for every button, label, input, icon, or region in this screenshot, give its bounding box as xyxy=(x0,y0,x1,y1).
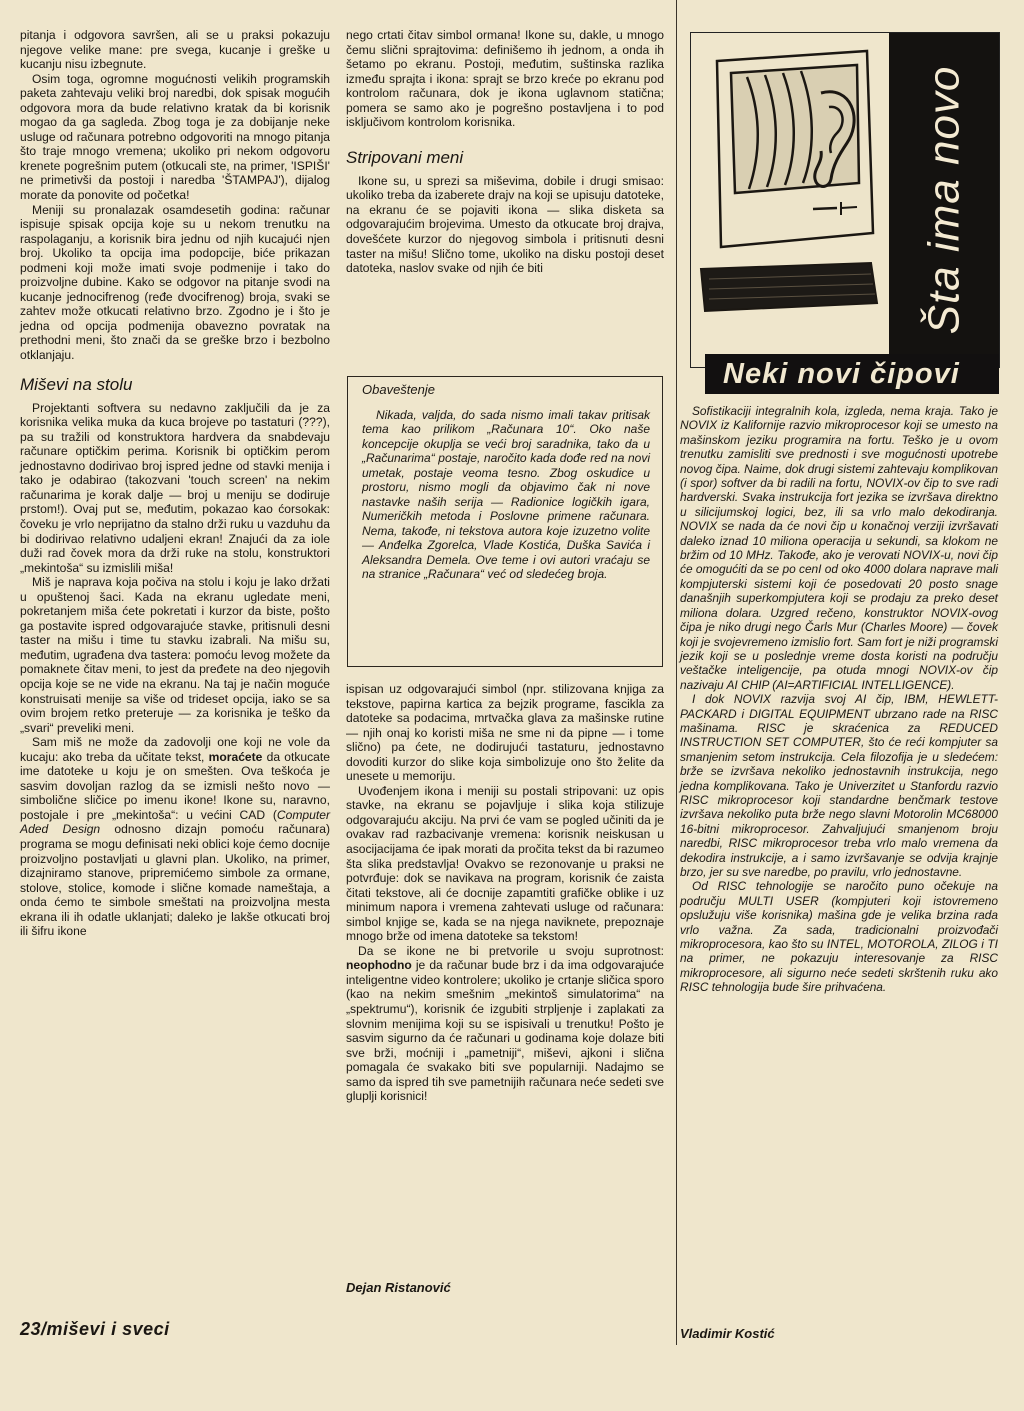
article-column-2-continued xyxy=(346,682,664,1104)
article-column-3 xyxy=(680,404,998,995)
body-paragraph: I dok NOVIX razvija svoj AI čip, IBM, HEWLETT-PACKARD i DIGITAL EQUIPMENT ubrzano rade na RISC mašinama. RISC je skraćenica za REDUCED INSTRUCTION SET COMPUTER, što će reći kompjuter sa smanjenim setom instrukcija. Cela filozofija je u sledećem: brže se izvršava nekoliko jednostavnih instrukcija, nego jedna komplikovana. Tako je Univerzitet u Stanfordu razvio RISC mikroprocesor koji standardne benčmark testove izvršava nekoliko puta brže nego slavni Motorolin MC68000 16-bitni mikroprocesor. Zahvaljujući smanjenom broju naredbi, RISC mikroprocesor treba vrlo malo vremena da dekodira instrukcije, a i samo izvršavanje se odvija krajnje brzo, jer su sve naredbe, po pravilu, vrlo jednostavne. xyxy=(680,692,998,879)
banner-title: Šta ima novo xyxy=(919,65,968,335)
body-paragraph: Uvođenjem ikona i meniji su postali stripovani: uz opis stavke, na ekranu se pojavljuje i slika koja stilizuje odgovarajuću akciju. Na prvi će vam se pogled učiniti da je ovakav rad razbacivanje vremena: korisnik neiskusan u asocijacijama će ipak morati da pročita tekst da bi razumeo šta slika predstavlja! Ovakvo se rezonovanje u praksi ne potvrđuje: dok se navikava na program, korisnik će zaista čitati tekstove, ali će docnije zapamtiti grafičke oblike i uz minimum napora i vremena zahtevati usluge od računara: simbol knjige se, kada se na njega naviknete, prepoznaje mnogo brže od imena datoteke sa tekstom! xyxy=(346,783,664,944)
bold-text: neophodno xyxy=(346,958,412,973)
bold-text: moraćete xyxy=(208,749,263,764)
section-heading-stripovani-meni: Stripovani meni xyxy=(346,147,464,167)
section-heading-neki-novi-cipovi xyxy=(705,354,999,394)
body-paragraph: Meniji su pronalazak osamdesetih godina: računar ispisuje spisak opcija koje su u nekom trenutku na raspolaganju, a korisnik bira jednu od njih kucajući njen broj. Ukoliko ta opcija ima podopcije, biće prikazan podmeni koji može imati svoje podmenije i tako do proizvoljne dubine. Kako se odgovor na pitanje svodi na kucanje jednocifrenog (ređe dvocifrenog) broja, svaki se zahtev može otkucati relativno brzo. Zgodno je i što je jedna od opcija podmenija obavezno povratak na prethodni meni, što znači da se greške brzo i bezbolno otklanjaju. xyxy=(20,202,330,363)
text-run: da otkucate ime datoteke u koju je on smešten. Ova teškoća je sasvim dovoljan razlog da se izmisli nešto novo — simbolične sličice po imenu ikone! Ikone su, naravno, postojale i pre „mekintoša“: u većini CAD ( xyxy=(20,749,330,822)
section-banner xyxy=(690,32,1000,368)
notice-box xyxy=(347,376,663,667)
body-paragraph: Projektanti softvera su nedavno zaključili da je za korisnika velika muka da kuca brojeve po tastaturi (???), pa su tražili od konstruktora hardvera da snabdevaju računare optičkim perima. Korisnik bi optičkim perom jednostavno dodirivao broj ispred jedne od stavki menija i tako je odabirao (takozvani 'touch screen' na nekim računarima je korak dalje — broj u meniju se dodiruje prstom!). Ovaj put se, međutim, pokazao kao ćorsokak: čoveku je vrlo neprijatno da stalno drži ruku u vazduhu da bi dodirivao relativno udaljeni ekran! Znajući da za iole duži rad čovek mora da drži ruke na stolu, konstruktori „mekintoša“ su izmislili miša! xyxy=(20,400,330,575)
text-run: odnosno dizajn pomoću računara) programa se mogu definisati neki oblici koje ćemo docnije proizvoljno postavljati u glavni plan. Ukoliko, na primer, dizajniramo stanove, pripremićemo simbole za ormane, stolove, stolice, komode i slične komade nameštaja, a onda ćemo te simbole smeštati na proizvoljna mesta ekrana ili ih odatle uklanjati; daleko je lakše otkucati broj ili šifru ikone xyxy=(20,822,330,939)
article-column-2 xyxy=(346,28,664,276)
body-paragraph: Od RISC tehnologije se naročito puno očekuje na području MULTI USER (kompjuteri koji istovremeno opslužuju više korisnika) mašina gde je velika brzina rada vrlo važna. Za sada, tradicionalni proizvođači mikroprocesora, kao što su INTEL, MOTOROLA, ZILOG i TI na primer, ne pokazuju interesovanje za RISC mikroprocesore, ali sigurno neće sedeti skrštenih ruku ako RISC tehnologija bude šire prihvaćena. xyxy=(680,879,998,995)
article-column-1 xyxy=(20,28,330,939)
computer-ear-illustration xyxy=(691,33,889,367)
page-footer: 23/miševi i sveci xyxy=(20,1319,170,1339)
section-heading-misevi-na-stolu: Miševi na stolu xyxy=(20,374,133,394)
body-paragraph: Miš je naprava koja počiva na stolu i koju je lako držati u opuštenoj šaci. Kada na ekranu ugledate meni, pokretanjem miša ćete pokretati i kurzor da biste, pošto ga postavite ispred odgovarajuće stavke, pritisnuli desni taster na mišu i time tu stavku izabrali. Na mišu su, međutim, ugrađena dva tastera: pomoću levog možete da pomaknete čitav meni, to jest da pređete na deo njegovih opcija koje se ne vide na ekranu. Na taj je način moguće konstruisati menije sa više od trideset opcija, iako se sa ovim brojem retko preteruje — za korisnika je teško da „svari“ preveliki meni. xyxy=(20,575,330,735)
text-run: Sam miš ne može da zadovolji one koji ne vole da kucaju: ako treba da učitate tekst, xyxy=(20,735,330,764)
notice-title: Obaveštenje xyxy=(362,382,435,397)
body-paragraph xyxy=(20,735,330,939)
column-rule xyxy=(676,0,677,1345)
body-paragraph: Ikone su, u sprezi sa miševima, dobile i drugi smisao: ukoliko treba da izaberete drajv na koji se upisuju datoteke, na ekranu će se pojaviti ikona — slika disketa sa odgovarajućim brojevima. Umesto da otkucate broj drajva, dovešćete kurzor do njegovog simbola i pritisnuti desni taster na mišu! Slično tome, ukoliko na disku postoji deset datoteka, naslov svake od njih će biti xyxy=(346,173,664,276)
body-paragraph: Osim toga, ogromne mogućnosti velikih programskih paketa zahtevaju veliki broj naredbi, dok spisak mogućih odgovora mora da bude relativno kratak da bi korisnik mogao da ga sagleda. Zbog toga je za dobijanje neke usluge od računara potrebno odgovoriti na mnogo pitanja što traje mnogo vremena; ukoliko pri nekom odgovoru krenete pogrešnim putem (otkucali ste, na primer, 'ISPIŠI' ne primetivši da postoji i naredba 'ŠTAMPAJ'), dijalog morate da ponovite od početka! xyxy=(20,71,330,203)
text-run: Da se ikone ne bi pretvorile u svoju suprotnost: xyxy=(358,943,664,958)
banner-title-panel xyxy=(889,33,999,367)
body-paragraph xyxy=(346,944,664,1104)
chips-heading-text: Neki novi čipovi xyxy=(723,357,960,390)
body-paragraph: nego crtati čitav simbol ormana! Ikone su, dakle, u mnogo čemu slični sprajtovima: definišemo ih jednom, a onda ih šetamo po ekranu. Postoji, međutim, suštinska razlika između sprajta i ikona: sprajt se brzo kreće po ekranu pod kontrolom računara, dok je ikona uglavnom statična; pomera se samo ako je pogrešno postavljena i to pod isključivom kontrolom korisnika. xyxy=(346,28,664,130)
notice-body: Nikada, valjda, do sada nismo imali takav pritisak tema kao prilikom „Računara 10“. Oko naše koncepcije okuplja se veći broj saradnika, tako da u „Računarima“ postaje, naročito kada dođe red na novi umetak, postaje veoma tesno. Zbog oskudice u prostoru, nismo mogli da objavimo čak ni nove nastavke naših serija — Radionice logičkih igara, Numeričkih metoda i Poslovne primene računara. Nema, takođe, ni tekstova autora koje izuzetno volite — Anđelka Zgorelca, Vlade Kostića, Duška Savića i Aleksandra Demela. Ove teme i ovi autori vraćaju se na stranice „Računara“ već od sledećeg broja. xyxy=(362,407,650,581)
author-vladimir-kostic: Vladimir Kostić xyxy=(680,1326,775,1341)
author-dejan-ristanovic: Dejan Ristanović xyxy=(346,1280,451,1295)
body-paragraph: ispisan uz odgovarajući simbol (npr. stilizovana knjiga za tekstove, papirna kartica za bejzik programe, fascikla za datoteke sa podacima, mrtvačka glava za mašinske rutine — njih onaj ko koristi miša ne sme ni da pipne — i tome slično) pa ćete, ne dodirujući tastaturu, jednostavno dovoditi kurzor do slike koja simbolizuje ono što želite da unesete u memoriju. xyxy=(346,682,664,784)
body-paragraph: Sofistikaciji integralnih kola, izgleda, nema kraja. Tako je NOVIX iz Kalifornije razvio mikroprocesor koji se umesto na mašinskom jeziku programira na fortu. Teško je u ovom trenutku zamisliti sve prednosti i sve mogućnosti upotrebe novog čipa. Naime, dok drugi sistemi zahtevaju komplikovan (i spor) softver da bi radili na fortu, NOVIX-ov čip to sve radi hardverski. Svaka instrukcija fort jezika se izvršava direktno u silicijumskoj logici, bez, ili sa vrlo malo dekodiranja. NOVIX se nada da će novi čip u konačnoj verziji izvršavati daleko iznad 10 miliona operacija u sekundi, sa klokom ne bržim od 10 MHz. Takođe, ako je verovati NOVIX-u, novi čip će omogućiti da se po cenI od oko 4000 dolara naprave mali kompjuterski sistemi koji će posedovati 20 posto snage današnjih superkompjutera koji se prodaju za preko deset miliona dolara. Uzgred rečeno, konstruktor NOVIX-ovog čipa je niko drugi nego Čarls Mur (Charles Moore) — čovek koji je svojevremeno izmislio fort. Sam fort je niži programski jezik koji se u poslednje vreme dosta koristi na području veštačke inteligencije, pa otuda mnogi NOVIX-ov čip nazivaju AI CHIP (AI=ARTIFICIAL INTELLIGENCE). xyxy=(680,404,998,692)
italic-text: Computer Aded Design xyxy=(20,807,330,837)
text-run: je da računar bude brz i da ima odgovarajuće inteligentne video kontrolere; ukoliko je crtanje sličica sporo (kao na nekim smešnim „mekintoš simulatorima“ na „spektrumu“), korisnik će izgubiti strpljenje i zaplakati za slovnim menijima koji su se ispisivali u trenutku! Pošto je sasvim sigurno da će računari u godinama koje dolaze biti sve brži, moćniji i „pametniji“, miševi, ajkoni i slična pomagala će svakako biti sve popularniji. Nadajmo se samo da ispred tih sve pametnijih računara neće sedeti sve gluplji korisnici! xyxy=(346,958,664,1104)
body-paragraph: pitanja i odgovora savršen, ali se u praksi pokazuju njegove velike mane: pre svega, kucanje i greške u kucanju nisu izbegnute. xyxy=(20,28,330,72)
